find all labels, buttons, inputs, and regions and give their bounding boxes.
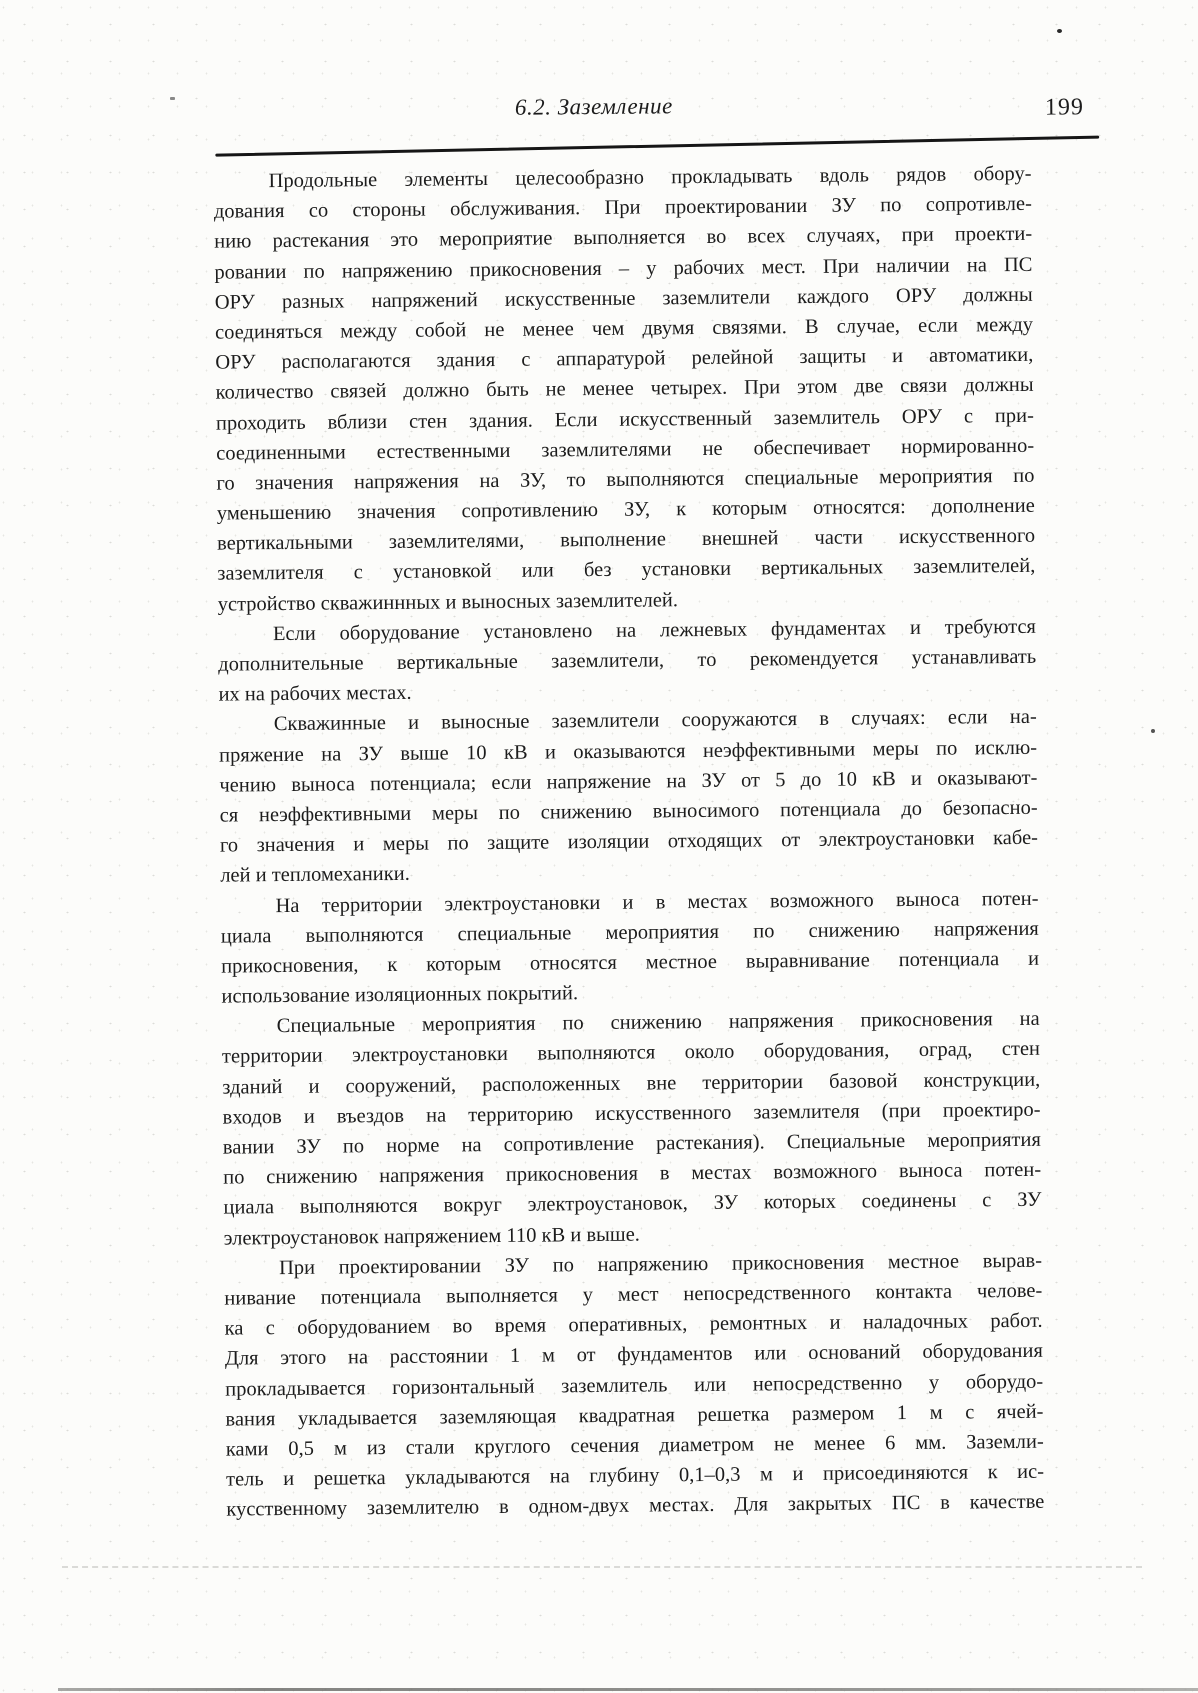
text-line: ся неэффективными меры по снижению выносимого потенциала до безопасно- (219, 796, 1038, 827)
text-line: ка с оборудованием во время оперативных, ремонтных и наладочных работ. (224, 1309, 1043, 1340)
text-line: Для этого на расстоянии 1 м от фундаментов или оснований оборудования (224, 1340, 1043, 1370)
text-line: вания укладывается заземляющая квадратная решетка размером 1 м с ячей- (225, 1400, 1044, 1431)
text-line: территории электроустановки выполняются около оборудования, оград, стен (221, 1038, 1041, 1069)
text-line: прикосновения, к которым относятся местное выравнивание потенциала и (221, 947, 1040, 978)
scan-speck (170, 97, 175, 100)
text-line: соединяться между собой не менее чем двумя связями. В случае, если между (214, 313, 1034, 344)
text-line: проходить вблизи стен здания. Если искусственный заземлитель ОРУ с при- (215, 404, 1034, 435)
text-line: Если оборудование установлено на лежневых фундаментах и требуются (272, 615, 1037, 645)
text-line: лей и тепломеханики. (220, 863, 410, 887)
text-line: циала выполняются специальные мероприятия по снижению напряжения (220, 917, 1039, 948)
page-number: 199 (1044, 94, 1085, 121)
text-line: использование изоляционных покрытий. (221, 982, 579, 1008)
text-line: соединенными естественными заземлителями не обеспечивает нормированно- (216, 434, 1035, 465)
text-line: зданий и сооружений, расположенных вне территории базовой конструкции, (222, 1068, 1041, 1099)
text-line: Специальные мероприятия по снижению напряжения прикосновения на (276, 1008, 1040, 1038)
text-line: заземлителя с установкой или без установки вертикальных заземлителей, (217, 555, 1036, 586)
text-line: кусственному заземлителю в одном-двух местах. Для закрытых ПС в качестве (226, 1491, 1045, 1521)
text-line: При проектировании ЗУ по напряжению прикосновения местное вырав- (278, 1249, 1043, 1279)
text-line: количество связей должно быть не менее четырех. При этом две связи должны (215, 374, 1034, 404)
text-line: нию растекания это мероприятие выполняется во всех случаях, при проекти- (214, 223, 1033, 254)
paragraph (224, 1246, 1045, 1526)
text-line: прокладывается горизонтальный заземлитель или непосредственно у оборудо- (225, 1370, 1044, 1401)
text-line: ОРУ разных напряжений искусственные заземлители каждого ОРУ должны (214, 283, 1033, 314)
section-heading: 6.2. Заземление (514, 93, 673, 120)
text-line: дования со стороны обслуживания. При проектировании ЗУ по сопротивле- (213, 193, 1032, 223)
text-line: дополнительные вертикальные заземлители, то рекомендуется устанавливать (218, 645, 1037, 676)
text-line: их на рабочих местах. (218, 681, 412, 706)
paragraph (219, 702, 1039, 891)
text-line: устройство скважиннных и выносных заземлителей. (217, 588, 679, 616)
text-line: уменьшению значения сопротивлению ЗУ, к которым относятся: дополнение (216, 494, 1035, 525)
text-line: циала выполняются вокруг электроустановок, ЗУ которых соединены с ЗУ (223, 1189, 1042, 1219)
text-line: го значения и меры по защите изоляции отходящих от электроустановки кабе- (219, 826, 1039, 857)
text-line: вертикальными заземлителями, выполнение внешней части искусственного (216, 525, 1036, 555)
text-line: вании ЗУ по норме на сопротивление растекания). Специальные мероприятия (222, 1128, 1041, 1159)
paragraph (218, 612, 1037, 710)
paragraph (220, 883, 1039, 1012)
text-line: Скважинные и выносные заземлители сооружаются в случаях: если на- (273, 706, 1037, 736)
text-line: На территории электроустановки и в местах возможного выноса потен- (275, 887, 1039, 917)
text-line: по снижению напряжения прикосновения в местах возможного выноса потен- (223, 1158, 1042, 1189)
text-line: ровании по напряжению прикосновения – у рабочих мест. При наличии на ПС (214, 253, 1033, 284)
text-line: нивание потенциала выполняется у мест непосредственного контакта челове- (224, 1279, 1043, 1310)
text-line: чению выноса потенциала; если напряжение на ЗУ от 5 до 10 кВ и оказывают- (219, 766, 1038, 797)
header-rule (215, 136, 1099, 157)
scan-artifact-dashed-line (62, 1566, 1142, 1568)
paragraph (222, 1004, 1042, 1253)
text-line: ОРУ располагаются здания с аппаратурой релейной защиты и автоматики, (215, 343, 1034, 374)
text-line: Продольные элементы целесообразно прокладывать вдоль рядов обору- (268, 162, 1032, 193)
text-line: ками 0,5 м из стали круглого сечения диаметром не менее 6 мм. Заземли- (225, 1430, 1044, 1461)
text-line: пряжение на ЗУ выше 10 кВ и оказываются неэффективными меры по исклю- (219, 736, 1038, 767)
text-line: входов и въездов на территорию искусственного заземлителя (при проектиро- (222, 1098, 1041, 1129)
text-line: тель и решетка укладываются на глубину 0,1–0,3 м и присоединяются к ис- (225, 1460, 1045, 1491)
scan-artifact-bottom-line (58, 1688, 1198, 1691)
text-line: го значения напряжения на ЗУ, то выполняются специальные мероприятия по (216, 464, 1035, 495)
scan-speck (1151, 729, 1155, 733)
paragraph (213, 159, 1035, 620)
text-block (213, 159, 1044, 1525)
scan-speck (1057, 29, 1062, 33)
text-line: электроустановок напряжением 110 кВ и выше. (223, 1223, 640, 1250)
